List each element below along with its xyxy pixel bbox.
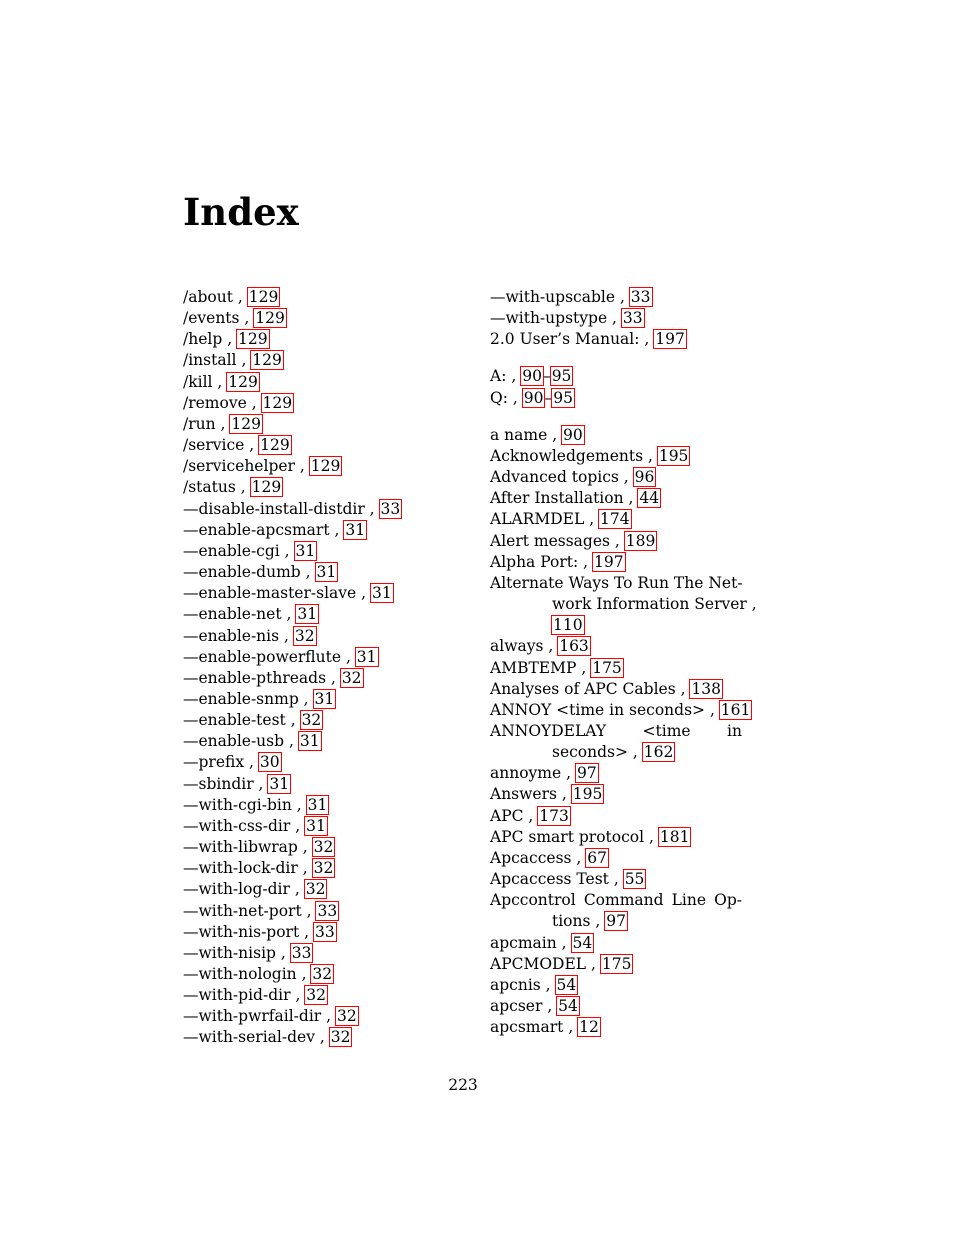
index-term: apcnis <box>490 975 541 994</box>
page-ref-link[interactable]: 54 <box>572 933 593 952</box>
page-ref-link[interactable]: 33 <box>380 499 401 518</box>
index-term: /status <box>183 478 236 497</box>
index-entry: /kill , 129 <box>183 372 258 391</box>
index-term: /kill <box>183 372 213 391</box>
page-ref-link[interactable]: 31 <box>269 774 290 793</box>
index-term: Answers <box>490 785 557 804</box>
index-entry <box>490 721 742 742</box>
index-term: APC <box>490 806 524 825</box>
index-entry: —enable-usb , 31 <box>183 732 320 751</box>
page-ref-link[interactable]: 33 <box>317 901 338 920</box>
index-term: —enable-nis <box>183 626 280 645</box>
index-entry: /service , 129 <box>183 436 290 455</box>
page-ref-link[interactable]: 95 <box>553 388 573 407</box>
page-ref-link[interactable]: 33 <box>630 288 651 306</box>
index-entry: —enable-powerflute , 31 <box>183 647 377 666</box>
index-entry: APC , 173 <box>490 806 569 825</box>
page-ref-link[interactable]: 31 <box>295 541 316 560</box>
index-term-word: Line <box>671 891 707 910</box>
index-term: 2.0 User’s Manual: <box>490 330 645 349</box>
page-ref-link[interactable]: 32 <box>294 626 315 645</box>
index-entry: /install , 129 <box>183 351 282 370</box>
index-entry: a name , 90 <box>490 425 583 444</box>
page-ref-link[interactable]: 32 <box>301 711 322 730</box>
index-entry: Advanced topics , 96 <box>490 468 655 487</box>
index-entry: Apcaccess , 67 <box>490 848 607 867</box>
index-term-word: in <box>727 721 742 740</box>
page-ref-link[interactable]: 90 <box>522 367 542 386</box>
index-term: /remove <box>183 393 247 412</box>
page-ref-link[interactable]: 129 <box>251 478 282 497</box>
index-column-right <box>490 287 757 1038</box>
index-term: —with-nis-port <box>183 922 300 941</box>
index-entry: —with-net-port , 33 <box>183 901 338 920</box>
index-term: Apcaccess <box>490 848 572 867</box>
index-entry-continuation: seconds> , 162 <box>552 743 674 762</box>
index-entry: —with-cgi-bin , 31 <box>183 795 328 814</box>
page-ref-link[interactable]: 33 <box>622 309 643 328</box>
page-ref-link[interactable]: 129 <box>231 414 261 433</box>
page-ref-link[interactable]: 31 <box>372 584 392 603</box>
page-ref-link[interactable]: 129 <box>255 309 285 328</box>
page-ref-link[interactable]: 97 <box>606 912 626 931</box>
index-term: —enable-dumb <box>183 563 301 582</box>
index-entry: A: , 90–95 <box>490 367 572 386</box>
index-entry: Alpha Port: , 197 <box>490 552 624 571</box>
index-term-word: Op- <box>714 891 742 910</box>
index-entry: —enable-pthreads , 32 <box>183 668 362 687</box>
index-entry: always , 163 <box>490 637 589 656</box>
index-entry: —with-css-dir , 31 <box>183 816 326 835</box>
index-term: /about <box>183 288 233 306</box>
page-ref-link[interactable]: 31 <box>316 563 337 582</box>
index-entry: After Installation , 44 <box>490 489 660 508</box>
index-term: —enable-snmp <box>183 689 299 708</box>
index-entry <box>490 890 742 911</box>
index-term-cont: tions <box>552 912 591 931</box>
page-ref-link[interactable]: 32 <box>305 880 326 899</box>
index-term: Alpha Port: <box>490 552 584 571</box>
index-term: Q: <box>490 388 513 407</box>
page-ref-link[interactable]: 33 <box>291 943 312 962</box>
page-ref-link[interactable]: 173 <box>539 806 569 825</box>
index-term: —enable-net <box>183 605 282 624</box>
page-ref-link[interactable]: 175 <box>601 954 632 973</box>
index-title: Index <box>183 190 299 234</box>
page-ref-link[interactable]: 129 <box>238 330 268 349</box>
index-entry: Answers , 195 <box>490 785 603 804</box>
page-ref-link[interactable]: 162 <box>643 743 674 762</box>
index-entry: apcser , 54 <box>490 997 578 1015</box>
index-entry: —enable-nis , 32 <box>183 626 315 645</box>
index-entry: —enable-dumb , 31 <box>183 563 337 582</box>
index-term: —with-pwrfail-dir <box>183 1007 322 1026</box>
page-ref-link[interactable]: 129 <box>228 372 258 391</box>
page-ref-link[interactable]: 110 <box>553 616 583 635</box>
index-entry: —with-lock-dir , 32 <box>183 859 334 878</box>
page-ref-link[interactable]: 97 <box>576 764 597 783</box>
index-entry: —disable-install-distdir , 33 <box>183 499 401 518</box>
index-entry <box>490 573 742 594</box>
page-ref-link[interactable]: 195 <box>658 446 689 465</box>
index-term: —enable-usb <box>183 732 285 751</box>
index-term: A: <box>490 367 512 386</box>
index-term: a name <box>490 425 548 444</box>
index-term: annoyme <box>490 764 562 783</box>
page-ref-link[interactable]: 31 <box>306 816 326 835</box>
page-ref-link[interactable]: 96 <box>634 468 655 487</box>
index-entry: —with-nologin , 32 <box>183 965 333 983</box>
index-entry: —sbindir , 31 <box>183 774 290 793</box>
index-term: Advanced topics <box>490 468 619 487</box>
page-ref-link[interactable]: 90 <box>563 425 583 444</box>
index-term: —enable-powerflute <box>183 647 342 666</box>
index-entry: —with-nis-port , 33 <box>183 922 335 941</box>
index-term: /run <box>183 414 216 433</box>
index-entry: Alert messages , 189 <box>490 531 656 550</box>
index-term: —with-libwrap <box>183 838 298 857</box>
index-term: ANNOY <time in seconds> <box>490 700 706 719</box>
page-ref-link[interactable]: 67 <box>587 848 607 867</box>
index-term: apcsmart <box>490 1018 564 1037</box>
index-term: —with-pid-dir <box>183 986 291 1005</box>
index-entry: Acknowledgements , 195 <box>490 446 689 465</box>
index-entry: —with-nisip , 33 <box>183 943 312 962</box>
page-ref-link[interactable]: 174 <box>600 510 630 529</box>
index-entry: apcsmart , 12 <box>490 1018 599 1037</box>
index-term: /service <box>183 436 245 455</box>
page-ref-link[interactable]: 31 <box>307 795 328 814</box>
index-term: After Installation <box>490 489 624 508</box>
index-entry: Analyses of APC Cables , 138 <box>490 679 722 698</box>
index-entry: —with-libwrap , 32 <box>183 838 334 857</box>
page-ref-link[interactable]: 95 <box>551 367 572 386</box>
page-number: 223 <box>448 1076 478 1094</box>
index-term: —with-serial-dev <box>183 1028 315 1047</box>
index-entry: —enable-net , 31 <box>183 605 318 624</box>
index-entry: apcnis , 54 <box>490 975 577 994</box>
index-term-word: <time <box>642 721 691 740</box>
index-term-word: Command <box>583 891 664 910</box>
page-ref-link[interactable]: 129 <box>310 457 341 476</box>
index-entry: Apcaccess Test , 55 <box>490 870 645 889</box>
page-ref-link[interactable]: 32 <box>313 859 334 878</box>
index-term: /help <box>183 330 223 349</box>
index-entry: —with-upstype , 33 <box>490 309 643 328</box>
index-entry: annoyme , 97 <box>490 764 597 783</box>
index-term: /servicehelper <box>183 457 295 476</box>
index-entry: —enable-test , 32 <box>183 711 322 730</box>
index-entry: —enable-master-slave , 31 <box>183 584 392 603</box>
index-entry: —prefix , 30 <box>183 753 280 772</box>
index-column-left <box>183 287 401 1049</box>
index-term: Alert messages <box>490 531 610 550</box>
index-entry: ALARMDEL , 174 <box>490 510 630 529</box>
page-ref-link[interactable]: 31 <box>299 732 320 751</box>
index-entry: —enable-apcsmart , 31 <box>183 520 366 539</box>
index-entry: APC smart protocol , 181 <box>490 827 690 846</box>
index-term: —enable-test <box>183 711 286 730</box>
index-term: Apcaccess Test <box>490 870 609 889</box>
page-ref-link[interactable]: 32 <box>341 668 362 687</box>
index-term: —enable-master-slave <box>183 584 357 603</box>
page-ref-link[interactable]: 197 <box>655 330 685 349</box>
index-entry: AMBTEMP , 175 <box>490 658 622 677</box>
page-ref-link[interactable]: 129 <box>262 393 293 412</box>
index-term: always <box>490 637 544 656</box>
page-ref-link[interactable]: 32 <box>306 986 327 1005</box>
page-ref-link[interactable]: 33 <box>314 922 335 941</box>
page-ref-link[interactable]: 55 <box>624 870 645 889</box>
index-term: /events <box>183 309 240 328</box>
index-term-word: ANNOYDELAY <box>490 721 607 740</box>
index-term: —with-nologin <box>183 965 297 983</box>
page-ref-link[interactable]: 30 <box>259 753 280 772</box>
page-ref-link[interactable]: 32 <box>330 1028 351 1047</box>
page-ref-link[interactable]: 181 <box>659 827 690 846</box>
index-term-cont: seconds> <box>552 743 628 762</box>
index-term: —with-cgi-bin <box>183 795 292 814</box>
page-ref-link[interactable]: 189 <box>625 531 656 550</box>
page-ref-link[interactable]: 129 <box>252 351 282 370</box>
index-term: Analyses of APC Cables <box>490 679 676 698</box>
page-ref-link[interactable]: 31 <box>345 520 366 539</box>
page-ref-link[interactable]: 138 <box>691 679 722 698</box>
index-entry: —enable-snmp , 31 <box>183 689 335 708</box>
index-term: —with-upscable <box>490 288 616 306</box>
index-term: APC smart protocol <box>490 827 645 846</box>
index-entry: /remove , 129 <box>183 393 293 412</box>
index-entry: /events , 129 <box>183 309 285 328</box>
page-ref-link[interactable]: 31 <box>297 605 318 624</box>
index-entry: /help , 129 <box>183 330 268 349</box>
page-ref-link[interactable]: 197 <box>594 552 624 571</box>
index-entry: Q: , 90–95 <box>490 388 573 407</box>
index-entry-continuation: work Information Server , <box>552 595 757 614</box>
page-ref-link[interactable]: 32 <box>313 838 334 857</box>
page-ref-link[interactable]: 54 <box>556 975 577 994</box>
index-term: —enable-pthreads <box>183 668 327 687</box>
index-term: —with-lock-dir <box>183 859 298 878</box>
index-term: apcser <box>490 997 543 1015</box>
index-entry: 2.0 User’s Manual: , 197 <box>490 330 685 349</box>
index-term: —with-nisip <box>183 943 276 962</box>
index-entry: —with-upscable , 33 <box>490 288 651 306</box>
index-term-word: Apccontrol <box>490 891 576 910</box>
page-ref-link[interactable]: 129 <box>248 288 279 306</box>
index-entry: /servicehelper , 129 <box>183 457 341 476</box>
page-ref-link[interactable]: 54 <box>558 997 578 1015</box>
index-entry-continuation <box>490 615 742 636</box>
page-ref-link[interactable]: 129 <box>260 436 290 455</box>
index-group-gap <box>490 409 742 425</box>
page-ref-link[interactable]: 175 <box>592 658 622 677</box>
index-term: —with-css-dir <box>183 816 291 835</box>
page-ref-link[interactable]: 32 <box>336 1007 357 1026</box>
index-term: Alternate Ways To Run The Net- <box>490 573 743 592</box>
index-term: Acknowledgements <box>490 446 644 465</box>
page-ref-link[interactable]: 12 <box>579 1018 599 1037</box>
index-term-cont: work Information Server <box>552 595 747 614</box>
index-term: —with-net-port <box>183 901 302 920</box>
page-ref-link[interactable]: 44 <box>639 489 660 508</box>
index-term: —enable-apcsmart <box>183 520 330 539</box>
index-term: apcmain <box>490 933 557 952</box>
index-term: ALARMDEL <box>490 510 585 529</box>
index-entry: —with-serial-dev , 32 <box>183 1028 351 1047</box>
page-ref-link[interactable]: 31 <box>314 689 335 708</box>
index-term: —with-log-dir <box>183 880 290 899</box>
page-ref-link[interactable]: 90 <box>523 388 544 407</box>
index-entry: —with-pwrfail-dir , 32 <box>183 1007 357 1026</box>
index-entry: apcmain , 54 <box>490 933 593 952</box>
index-entry: APCMODEL , 175 <box>490 954 632 973</box>
index-entry: —with-log-dir , 32 <box>183 880 326 899</box>
index-term: —with-upstype <box>490 309 608 328</box>
page-ref-link[interactable]: 195 <box>572 785 603 804</box>
index-term: —sbindir <box>183 774 254 793</box>
index-term: APCMODEL <box>490 954 587 973</box>
page-ref-link[interactable]: 163 <box>559 637 589 656</box>
index-entry: /about , 129 <box>183 288 279 306</box>
index-term: —prefix <box>183 753 245 772</box>
index-entry: —with-pid-dir , 32 <box>183 986 327 1005</box>
page-ref-link[interactable]: 31 <box>356 647 377 666</box>
index-term: —enable-cgi <box>183 541 280 560</box>
index-term: AMBTEMP <box>490 658 577 677</box>
index-entry: —enable-cgi , 31 <box>183 541 316 560</box>
index-entry: ANNOY <time in seconds> , 161 <box>490 700 751 719</box>
page-ref-link[interactable]: 32 <box>312 965 333 983</box>
index-entry-continuation: tions , 97 <box>552 912 626 931</box>
index-group-gap <box>490 350 742 366</box>
index-term: /install <box>183 351 237 370</box>
index-entry: /run , 129 <box>183 414 261 433</box>
index-term: —disable-install-distdir <box>183 499 365 518</box>
index-entry: /status , 129 <box>183 478 282 497</box>
page-ref-link[interactable]: 161 <box>720 700 751 719</box>
